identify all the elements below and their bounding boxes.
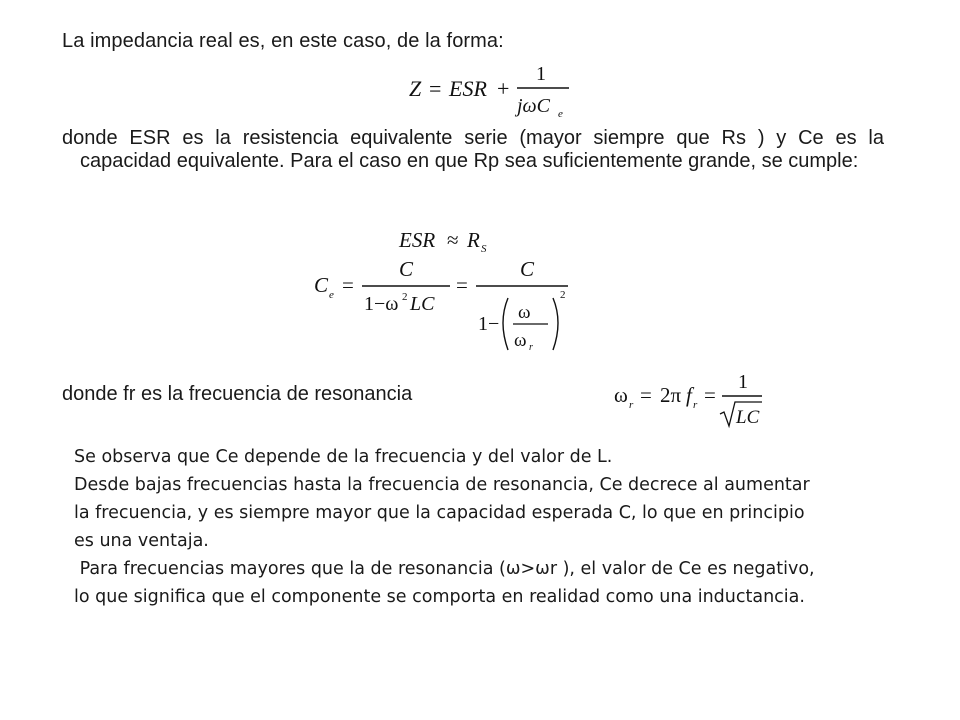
observation-line: Para frecuencias mayores que la de resonancia (ω>ωr ), el valor de Ce es negativo, [74, 559, 815, 579]
esr-paragraph-line1: donde ESR es la resistencia equivalente serie (mayor siempre que Rs ) y Ce es la [62, 127, 884, 149]
svg-text:1: 1 [536, 63, 546, 85]
observation-line: la frecuencia, y es siempre mayor que la capacidad esperada C, lo que en principio [74, 503, 805, 523]
svg-text:C: C [520, 258, 535, 281]
svg-text:r: r [693, 399, 698, 411]
svg-text:e: e [329, 289, 334, 301]
svg-text:jωC: jωC [517, 95, 551, 117]
svg-text:=: = [704, 383, 716, 407]
svg-text:r: r [629, 399, 634, 411]
esr-paragraph-rest: capacidad equivalente. Para el caso en que Rp sea suficientemente grande, se cumple: [80, 150, 859, 172]
svg-text:2π: 2π [660, 383, 682, 407]
svg-text:+: + [497, 76, 510, 101]
svg-text:ω: ω [518, 302, 531, 323]
svg-text:2: 2 [402, 291, 408, 303]
svg-text:ω: ω [614, 383, 628, 407]
svg-text:=: = [342, 273, 354, 297]
svg-text:ESR: ESR [449, 76, 487, 101]
resonance-text: donde fr es la frecuencia de resonancia [62, 383, 413, 405]
svg-text:1−ω: 1−ω [364, 293, 399, 315]
svg-text:=: = [640, 383, 652, 407]
observation-line: Se observa que Ce depende de la frecuencia y del valor de L. [74, 447, 613, 467]
svg-text:=: = [429, 76, 442, 101]
svg-text:f: f [686, 383, 692, 407]
svg-text:1−: 1− [478, 313, 500, 335]
svg-text:=: = [456, 273, 468, 297]
intro-text: La impedancia real es, en este caso, de la forma: [62, 30, 504, 52]
svg-text:Z: Z [409, 76, 422, 101]
observation-line: lo que significa que el componente se comporta en realidad como una inductancia. [74, 587, 805, 607]
svg-text:e: e [558, 108, 563, 120]
svg-text:C: C [399, 258, 414, 281]
svg-text:ESR: ESR [399, 228, 436, 252]
svg-text:LC: LC [736, 407, 760, 428]
svg-text:ω: ω [514, 330, 527, 351]
impedance-equation [405, 62, 585, 122]
svg-text:LC: LC [410, 293, 435, 315]
svg-text:2: 2 [560, 289, 566, 301]
esr-approx-equation [395, 225, 505, 259]
observation-line: Desde bajas frecuencias hasta la frecuencia de resonancia, Ce decrece al aumentar [74, 475, 810, 495]
svg-text:C: C [314, 273, 329, 297]
observation-line: es una ventaja. [74, 531, 209, 551]
svg-text:≈: ≈ [447, 228, 459, 252]
svg-text:S: S [481, 243, 487, 255]
resonance-equation [610, 370, 770, 436]
svg-text:r: r [529, 342, 533, 353]
svg-text:1: 1 [738, 371, 748, 393]
svg-text:R: R [467, 228, 480, 252]
esr-paragraph [62, 127, 884, 173]
ce-equation [310, 258, 580, 362]
observations-paragraph [74, 443, 889, 611]
